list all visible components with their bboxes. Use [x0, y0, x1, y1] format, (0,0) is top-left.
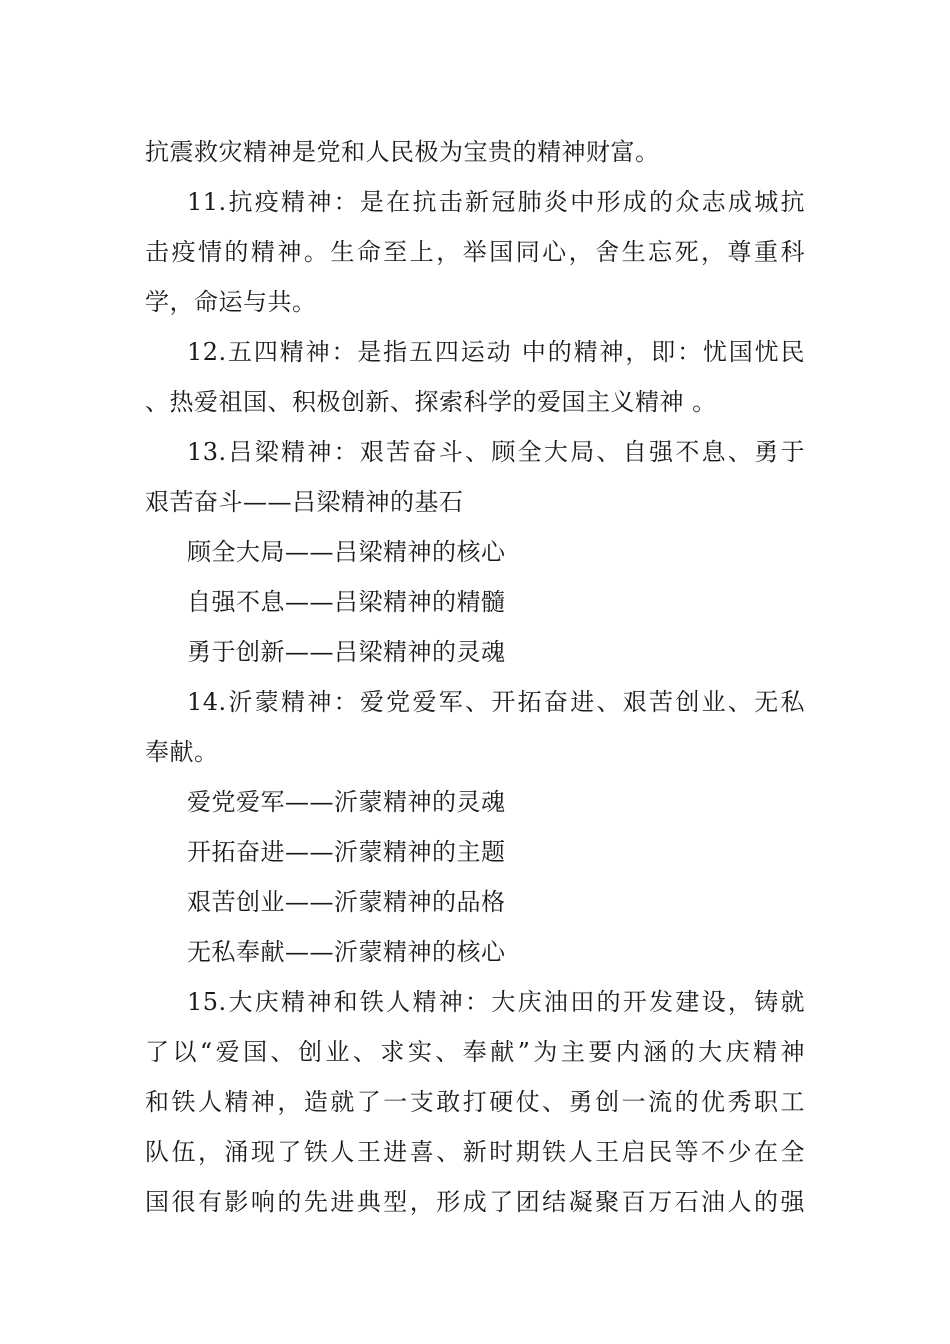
text-line: 国很有影响的先进典型，形成了团结凝聚百万石油人的强 [145, 1188, 805, 1216]
text-line: 奉献。 [145, 738, 219, 766]
text-line: 艰苦奋斗——吕梁精神的基石 [145, 488, 464, 516]
text-line: 和铁人精神，造就了一支敢打硬仗、勇创一流的优秀职工 [145, 1088, 805, 1116]
text-line: 抗震救灾精神是党和人民极为宝贵的精神财富。 [145, 138, 660, 166]
text-line: 击疫情的精神。生命至上，举国同心，舍生忘死，尊重科 [145, 238, 805, 266]
text-line: 了以“爱国、创业、求实、奉献”为主要内涵的大庆精神 [145, 1038, 805, 1066]
list-item: 无私奉献——沂蒙精神的核心 [187, 938, 506, 966]
list-item: 艰苦创业——沂蒙精神的品格 [187, 888, 506, 916]
section-heading-13: 13.吕梁精神：艰苦奋斗、顾全大局、自强不息、勇于 [187, 438, 805, 466]
list-item: 爱党爱军——沂蒙精神的灵魂 [187, 788, 506, 816]
section-heading-11: 11.抗疫精神：是在抗击新冠肺炎中形成的众志成城抗 [187, 188, 805, 216]
section-heading-15: 15.大庆精神和铁人精神：大庆油田的开发建设，铸就 [187, 988, 805, 1016]
list-item: 勇于创新——吕梁精神的灵魂 [187, 638, 506, 666]
list-item: 自强不息——吕梁精神的精髓 [187, 588, 506, 616]
text-line: 学，命运与共。 [145, 288, 317, 316]
text-line: 、热爱祖国、积极创新、探索科学的爱国主义精神 。 [145, 388, 717, 416]
list-item: 开拓奋进——沂蒙精神的主题 [187, 838, 506, 866]
text-line: 队伍，涌现了铁人王进喜、新时期铁人王启民等不少在全 [145, 1138, 805, 1166]
list-item: 顾全大局——吕梁精神的核心 [187, 538, 506, 566]
section-heading-12: 12.五四精神：是指五四运动 中的精神，即：忧国忧民 [187, 338, 805, 366]
section-heading-14: 14.沂蒙精神：爱党爱军、开拓奋进、艰苦创业、无私 [187, 688, 805, 716]
